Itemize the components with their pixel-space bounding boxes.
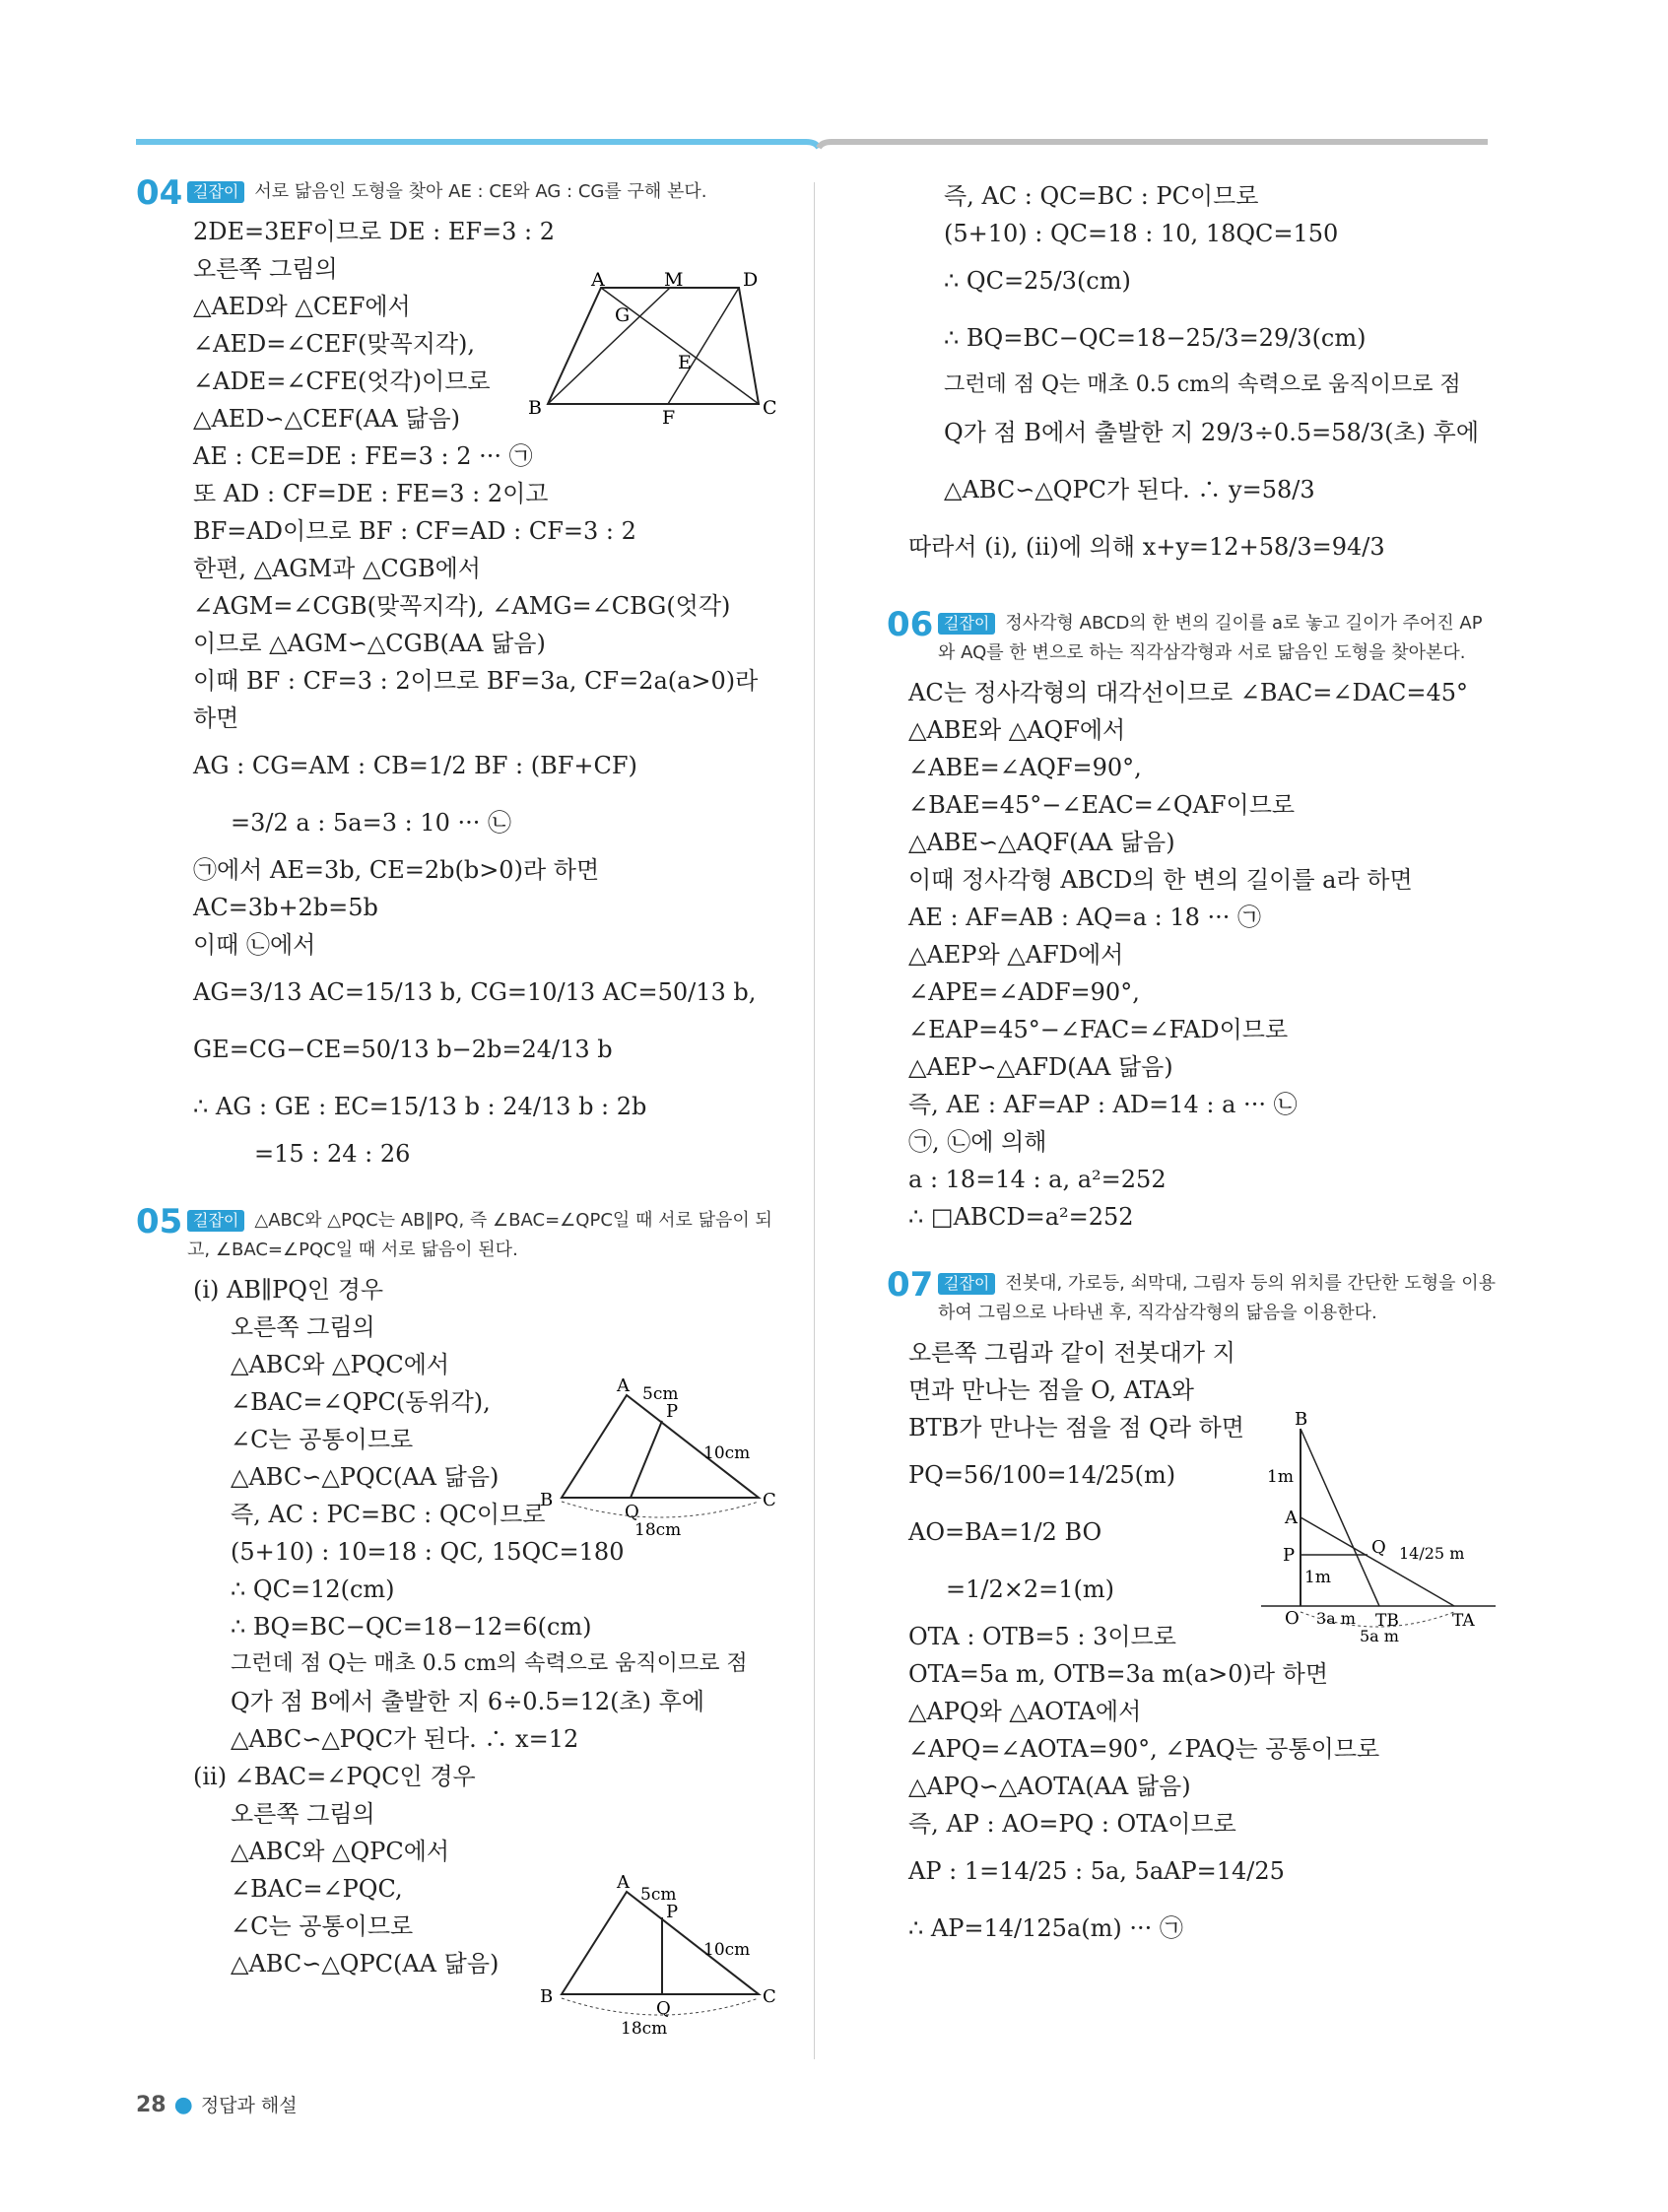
solution-line: 이므로 △AGM∽△CGB(AA 닮음)	[193, 630, 546, 657]
label-F: F	[662, 407, 676, 424]
footer-label: 정답과 해설	[200, 2095, 298, 2116]
label-Q: Q	[625, 1502, 639, 1522]
label-P: P	[1283, 1545, 1296, 1566]
solution-line: △ABE∽△AQF(AA 닮음)	[908, 829, 1175, 856]
label-5cm: 5cm	[640, 1885, 677, 1905]
solution-line: ∴ BQ=BC−QC=18−12=6(cm)	[231, 1613, 592, 1641]
hint-badge: 길잡이	[187, 1210, 244, 1232]
solution-line: 이때 BF : CF=3 : 2이므로 BF=3a, CF=2a(a>0)라	[193, 667, 759, 695]
solution-line: ∠AGM=∠CGB(맞꼭지각), ∠AMG=∠CBG(엇각)	[193, 592, 731, 620]
label-TB: TB	[1375, 1611, 1399, 1631]
solution-line: 오른쪽 그림의	[231, 1313, 375, 1341]
solution-line: △AED∽△CEF(AA 닮음)	[193, 405, 461, 433]
figure-04-trapezoid	[522, 266, 778, 424]
solution-line: △ABC∽△QPC(AA 닮음)	[231, 1950, 500, 1977]
left-column	[136, 173, 776, 1982]
label-Q: Q	[656, 1998, 671, 2019]
solution-line: 오른쪽 그림과 같이 전봇대가 지	[908, 1339, 1235, 1367]
label-B: B	[540, 1490, 554, 1510]
label-C: C	[763, 397, 777, 419]
solution-line: GE=CG−CE=50/13 b−2b=24/13 b	[193, 1036, 613, 1063]
problem-05-continued	[887, 177, 1498, 575]
solution-line: ∴ QC=25/3(cm)	[944, 267, 1131, 295]
solution-line: 한편, △AGM과 △CGB에서	[193, 555, 481, 582]
label-1m-upper: 1m	[1267, 1467, 1294, 1487]
solution-line: =15 : 24 : 26	[254, 1140, 411, 1168]
solution-line: 이때 ㉡에서	[193, 931, 316, 959]
solution-line: ∴ AG : GE : EC=15/13 b : 24/13 b : 2b	[193, 1093, 647, 1120]
solution-line: AO=BA=1/2 BO	[908, 1518, 1102, 1546]
problem-04-header	[136, 173, 776, 213]
solution-line: ∠APE=∠ADF=90°,	[908, 978, 1140, 1006]
solution-line: AE : CE=DE : FE=3 : 2 ··· ㉠	[193, 442, 533, 470]
hint-badge: 길잡이	[938, 613, 995, 635]
problem-05	[136, 1202, 776, 1982]
problem-05-header	[136, 1202, 776, 1265]
problem-number: 05	[136, 1202, 183, 1241]
label-10cm: 10cm	[703, 1940, 751, 1960]
solution-line: △APQ∽△AOTA(AA 닮음)	[908, 1773, 1191, 1800]
solution-line: PQ=56/100=14/25(m)	[908, 1461, 1176, 1489]
solution-line: 2DE=3EF이므로 DE : EF=3 : 2	[193, 218, 556, 245]
label-A: A	[617, 1375, 630, 1396]
label-O: O	[1285, 1608, 1300, 1629]
label-10cm: 10cm	[703, 1443, 751, 1463]
column-divider	[814, 182, 815, 2059]
label-C: C	[763, 1490, 776, 1510]
solution-line: AG=3/13 AC=15/13 b, CG=10/13 AC=50/13 b,	[193, 978, 757, 1006]
solution-line: ∠ABE=∠AQF=90°,	[908, 754, 1142, 781]
solution-line: ∠BAE=45°−∠EAC=∠QAF이므로	[908, 791, 1296, 819]
page-footer	[136, 2091, 298, 2117]
solution-line: 그런데 점 Q는 매초 0.5 cm의 속력으로 움직이므로 점	[231, 1651, 748, 1676]
solution-line: 즉, AP : AO=PQ : OTA이므로	[908, 1810, 1236, 1838]
solution-line: OTA : OTB=5 : 3이므로	[908, 1623, 1176, 1650]
solution-line: ∠ADE=∠CFE(엇각)이므로	[193, 368, 491, 395]
solution-line: (ⅰ) AB∥PQ인 경우	[193, 1276, 384, 1304]
solution-line: ∠BAC=∠QPC(동위각),	[231, 1388, 491, 1416]
label-C: C	[763, 1986, 776, 2007]
label-E: E	[678, 352, 692, 373]
solution-line: 이때 정사각형 ABCD의 한 변의 길이를 a라 하면	[908, 866, 1413, 894]
solution-line: (ⅱ) ∠BAC=∠PQC인 경우	[193, 1763, 476, 1790]
solution-line: 따라서 (ⅰ), (ⅱ)에 의해 x+y=12+58/3=94/3	[908, 533, 1385, 561]
hint-badge: 길잡이	[938, 1273, 995, 1295]
solution-line: AE : AF=AB : AQ=a : 18 ··· ㉠	[908, 904, 1262, 931]
solution-line: AG : CG=AM : CB=1/2 BF : (BF+CF)	[193, 752, 637, 779]
solution-line: 오른쪽 그림의	[193, 255, 338, 283]
page-number: 28	[136, 2093, 167, 2117]
solution-line: 즉, AC : PC=BC : QC이므로	[231, 1501, 546, 1528]
solution-line: 즉, AC : QC=BC : PC이므로	[944, 182, 1259, 210]
label-PQ: 14/25 m	[1399, 1544, 1465, 1563]
solution-line: AP : 1=14/25 : 5a, 5aAP=14/25	[908, 1857, 1285, 1885]
problem-07-header	[887, 1265, 1498, 1328]
solution-line: ∠BAC=∠PQC,	[231, 1875, 403, 1903]
solution-line: ∠EAP=45°−∠FAC=∠FAD이므로	[908, 1016, 1289, 1043]
solution-line: △AED와 △CEF에서	[193, 293, 411, 320]
solution-line: ∴ QC=12(cm)	[231, 1575, 395, 1603]
label-B: B	[1295, 1409, 1308, 1430]
label-5am: 5a m	[1360, 1627, 1399, 1645]
label-A: A	[591, 269, 605, 291]
problem-number: 07	[887, 1265, 934, 1305]
label-D: D	[743, 269, 759, 291]
solution-line: 하면	[193, 704, 239, 732]
solution-line: ∴ BQ=BC−QC=18−25/3=29/3(cm)	[944, 324, 1367, 352]
solution-line: △AEP∽△AFD(AA 닮음)	[908, 1053, 1173, 1081]
figure-05-case1	[532, 1375, 778, 1543]
solution-line: △APQ와 △AOTA에서	[908, 1698, 1142, 1725]
solution-line: Q가 점 B에서 출발한 지 6÷0.5=12(초) 후에	[231, 1688, 705, 1715]
solution-line: △ABC와 △QPC에서	[231, 1838, 450, 1865]
solution-line: △ABC와 △PQC에서	[231, 1351, 450, 1378]
solution-line: BTB가 만나는 점을 점 Q라 하면	[908, 1414, 1244, 1441]
hint-text: 길잡이 서로 닮음인 도형을 찾아 AE : CE와 AG : CG를 구해 본다.	[187, 177, 776, 207]
label-B: B	[528, 397, 542, 419]
solution-line: △ABC∽△PQC(AA 닮음)	[231, 1463, 500, 1491]
label-A: A	[1285, 1508, 1298, 1528]
right-column	[887, 177, 1498, 1957]
hint-badge: 길잡이	[187, 181, 244, 203]
solution-line: ∴ □ABCD=a²=252	[908, 1203, 1134, 1231]
label-18cm: 18cm	[634, 1520, 682, 1540]
hint-text: 길잡이 전봇대, 가로등, 쇠막대, 그림자 등의 위치를 간단한 도형을 이용하여 그림으로 나타낸 후, 직각삼각형의 닮음을 이용한다.	[938, 1273, 1497, 1323]
solution-line: a : 18=14 : a, a²=252	[908, 1166, 1167, 1193]
solution-line: BF=AD이므로 BF : CF=AD : CF=3 : 2	[193, 517, 636, 545]
label-3am: 3a m	[1316, 1609, 1356, 1628]
solution-line: ∠APQ=∠AOTA=90°, ∠PAQ는 공통이므로	[908, 1735, 1380, 1763]
solution-line: AC는 정사각형의 대각선이므로 ∠BAC=∠DAC=45°	[908, 679, 1469, 706]
solution-line: ㉠, ㉡에 의해	[908, 1128, 1047, 1156]
label-P: P	[666, 1401, 679, 1422]
bullet-icon: ●	[173, 2093, 193, 2117]
label-A: A	[617, 1872, 630, 1893]
label-G: G	[615, 304, 631, 326]
solution-line: 면과 만나는 점을 O, ATA와	[908, 1376, 1194, 1404]
solution-line: 오른쪽 그림의	[231, 1800, 375, 1828]
header-bar	[136, 136, 1488, 150]
solution-line: (5+10) : 10=18 : QC, 15QC=180	[231, 1538, 625, 1566]
problem-06	[887, 605, 1498, 1236]
figure-05-case2	[532, 1872, 778, 2040]
solution-line: 또 AD : CF=DE : FE=3 : 2이고	[193, 480, 549, 507]
label-1m-lower: 1m	[1304, 1568, 1331, 1587]
problem-number: 04	[136, 173, 183, 213]
solution-line: ∠AED=∠CEF(맞꼭지각),	[193, 330, 476, 358]
solution-line: AC=3b+2b=5b	[193, 894, 378, 921]
solution-line: △ABC∽△PQC가 된다. ∴ x=12	[231, 1725, 579, 1753]
solution-line: =3/2 a : 5a=3 : 10 ··· ㉡	[231, 809, 511, 837]
solution-line: ㉠에서 AE=3b, CE=2b(b>0)라 하면	[193, 856, 600, 884]
label-P: P	[666, 1902, 679, 1922]
solution-line: Q가 점 B에서 출발한 지 29/3÷0.5=58/3(초) 후에	[944, 419, 1480, 446]
label-Q: Q	[1371, 1537, 1386, 1558]
hint-text: 길잡이 정사각형 ABCD의 한 변의 길이를 a로 놓고 길이가 주어진 AP와 AQ를 한 변으로 하는 직각삼각형과 서로 닮음인 도형을 찾아본다.	[938, 613, 1483, 663]
solution-line: △ABE와 △AQF에서	[908, 716, 1126, 744]
hint-text: 길잡이 △ABC와 △PQC는 AB∥PQ, 즉 ∠BAC=∠QPC일 때 서로 닮음이 되고, ∠BAC=∠PQC일 때 서로 닮음이 된다.	[187, 1210, 772, 1260]
label-B: B	[540, 1986, 554, 2007]
solution-line: ∠C는 공통이므로	[231, 1426, 414, 1453]
label-18cm: 18cm	[621, 2019, 668, 2039]
solution-line: △ABC∽△QPC가 된다. ∴ y=58/3	[944, 476, 1315, 503]
label-TA: TA	[1452, 1611, 1475, 1631]
label-5cm: 5cm	[642, 1384, 679, 1404]
label-M: M	[664, 269, 684, 291]
problem-number: 06	[887, 605, 934, 644]
solution-line: (5+10) : QC=18 : 10, 18QC=150	[944, 220, 1339, 247]
solution-line: OTA=5a m, OTB=3a m(a>0)라 하면	[908, 1660, 1329, 1688]
solution-line: 그런데 점 Q는 매초 0.5 cm의 속력으로 움직이므로 점	[944, 372, 1461, 397]
solution-line: ∴ AP=14/125a(m) ··· ㉠	[908, 1914, 1183, 1942]
problem-06-header	[887, 605, 1498, 668]
solution-line: ∠C는 공통이므로	[231, 1912, 414, 1940]
solution-line: △AEP와 △AFD에서	[908, 941, 1124, 969]
figure-07-pole-shadow	[1261, 1409, 1498, 1645]
solution-line: =1/2×2=1(m)	[946, 1575, 1114, 1603]
solution-line: 즉, AE : AF=AP : AD=14 : a ··· ㉡	[908, 1091, 1298, 1118]
